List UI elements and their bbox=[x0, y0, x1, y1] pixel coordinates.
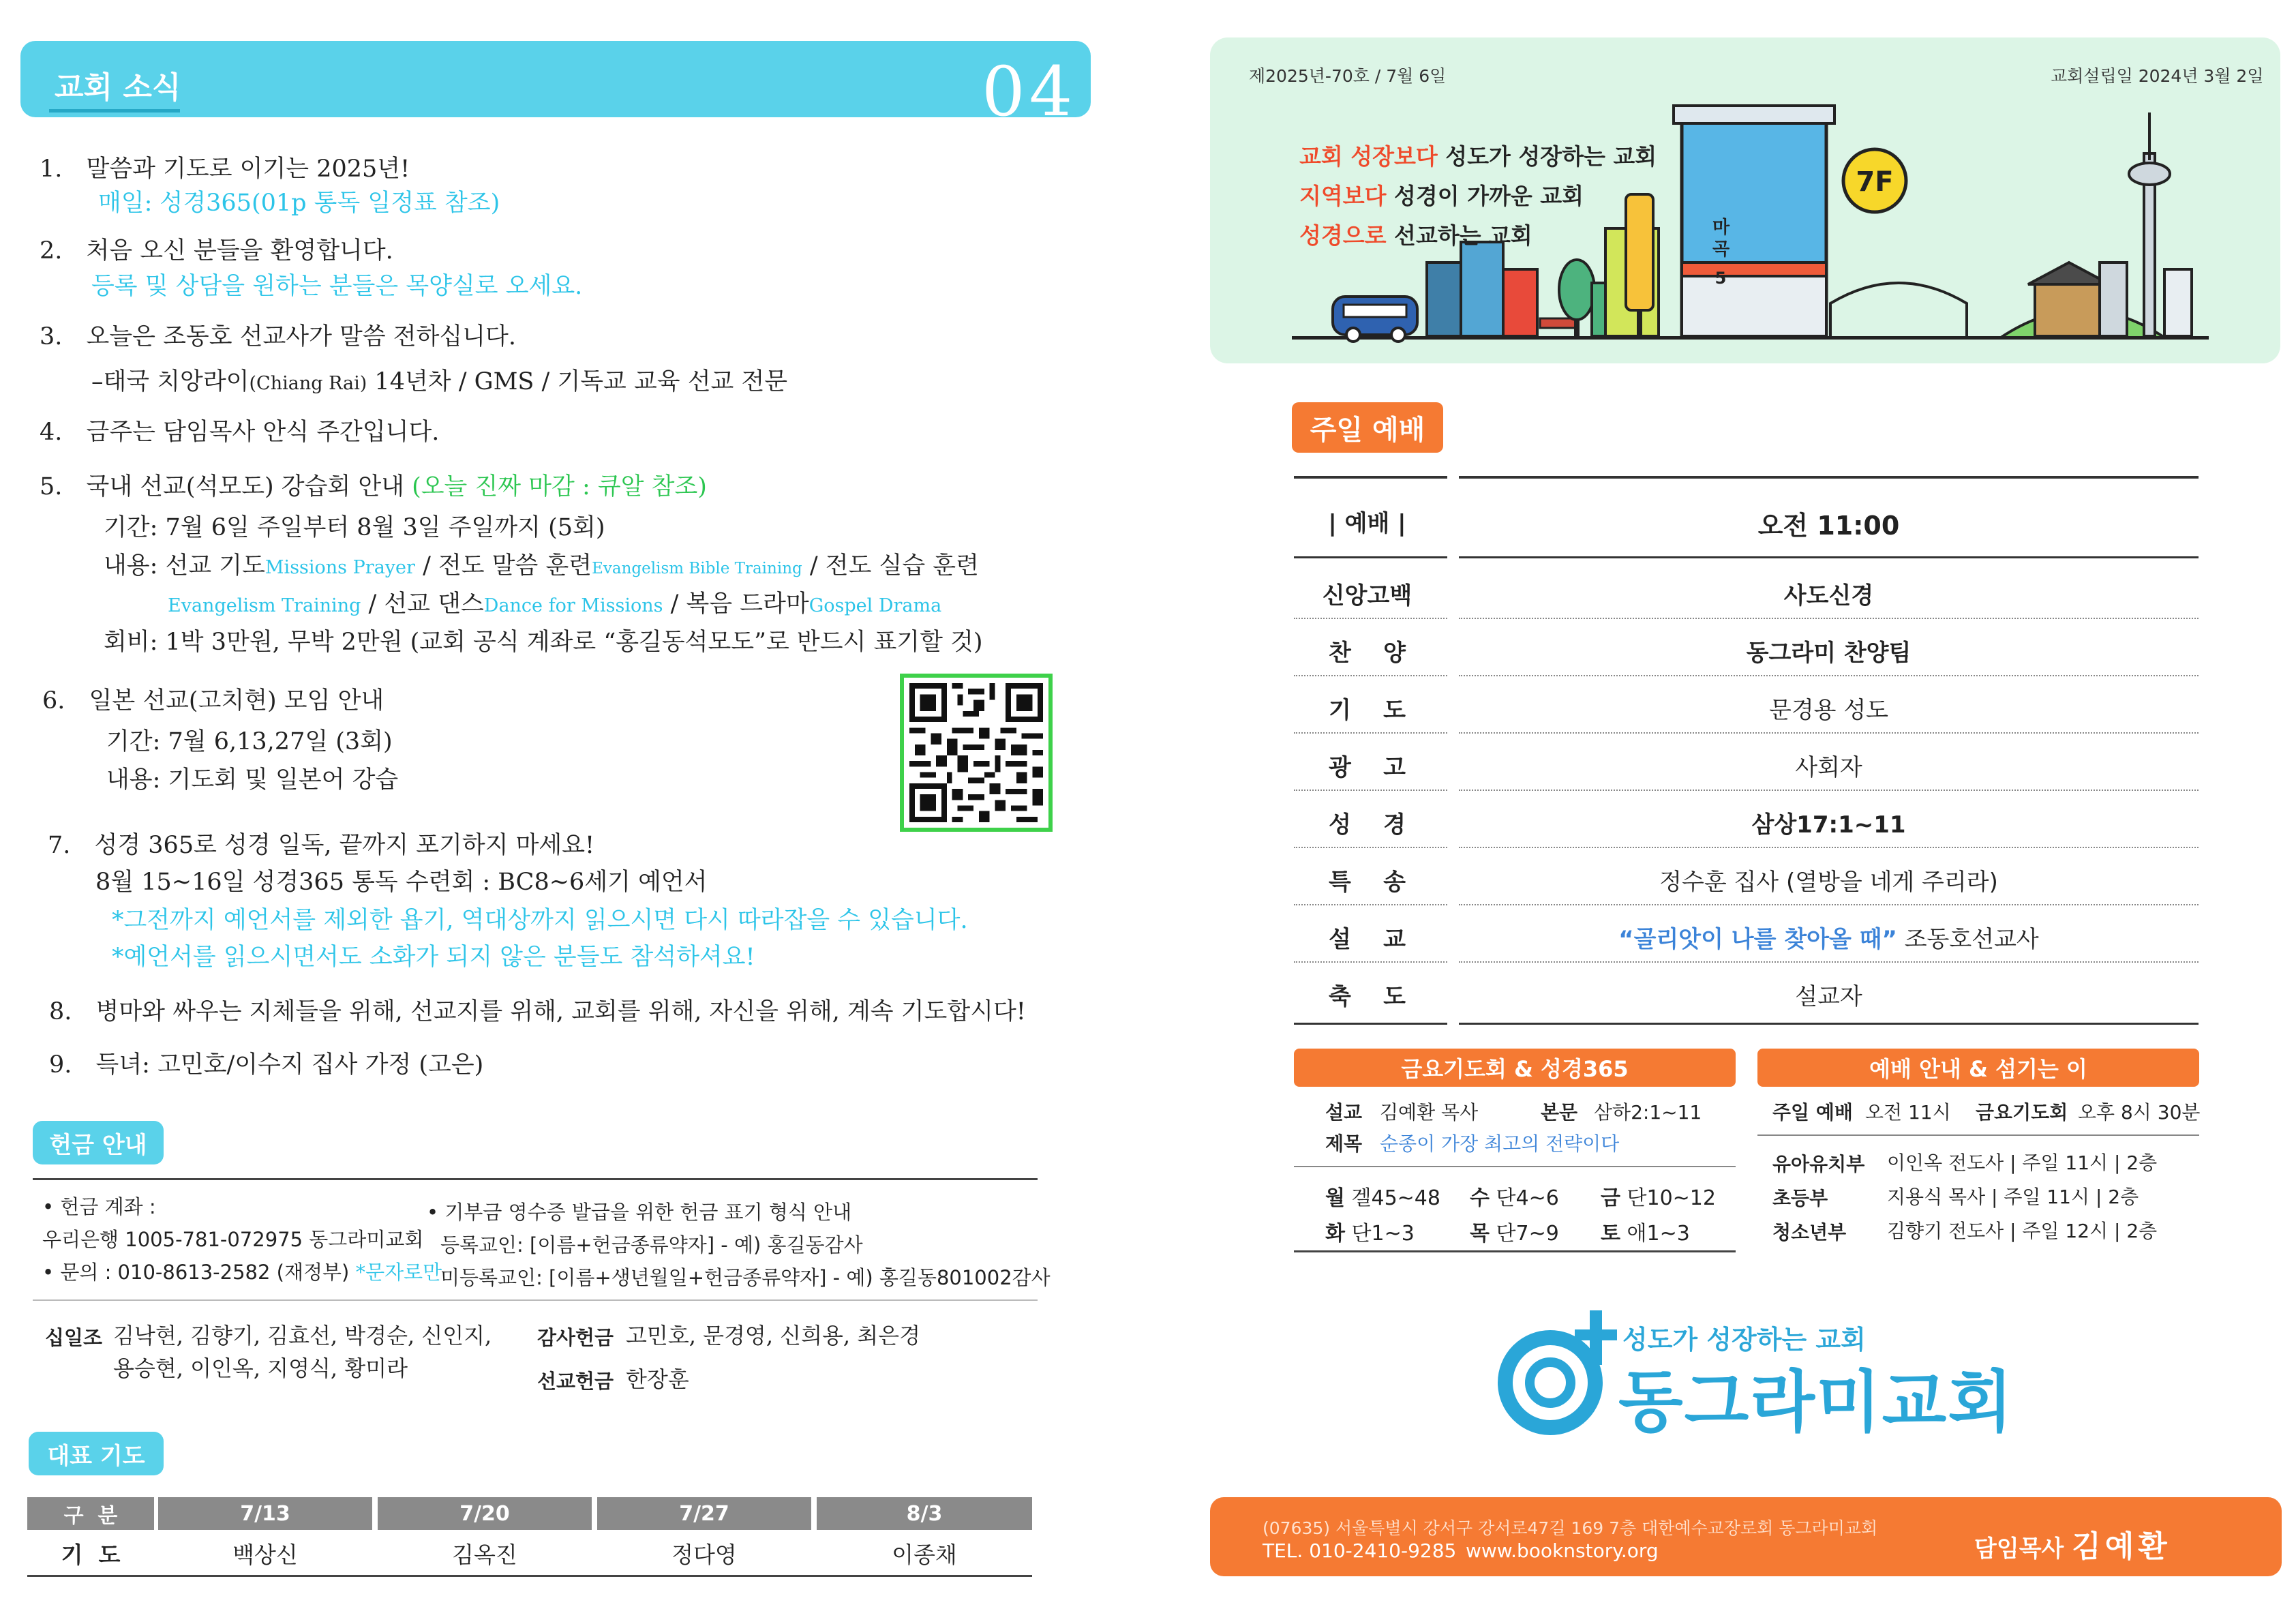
worship-top-rule-left bbox=[1294, 476, 1447, 479]
friday-text-label: 본문 bbox=[1541, 1101, 1578, 1124]
sign-text: 마곡 bbox=[1712, 217, 1730, 260]
slogan-highlight: 성경으로 bbox=[1299, 222, 1387, 249]
friday-preacher-label: 설교 bbox=[1325, 1101, 1363, 1124]
row-separator bbox=[1294, 961, 1447, 963]
friday-subject-label: 제목 bbox=[1325, 1132, 1363, 1155]
footer-pastor bbox=[1974, 1522, 2171, 1565]
qr-code[interactable] bbox=[900, 674, 1053, 832]
friday-rule bbox=[1294, 1166, 1736, 1167]
tithe-names-2: 용승현, 이인옥, 지영식, 황미라 bbox=[113, 1355, 408, 1381]
sermon-value bbox=[1459, 920, 2199, 954]
news-item-8 bbox=[49, 993, 1026, 1027]
order-label: 신앙고백 bbox=[1322, 582, 1413, 610]
bible-note-2: *예언서를 읽으시면서도 소화가 되지 않은 분들도 참석하셔요! bbox=[112, 944, 755, 971]
issue-number: 제2025년-70호 / 7월 6일 bbox=[1249, 66, 1447, 86]
friday-preacher: 김예환 목사 bbox=[1380, 1101, 1479, 1124]
japan-content: 내용: 기도회 및 일본어 강습 bbox=[106, 766, 399, 794]
receipt-title: • 기부금 영수증 발급을 위한 헌금 표기 형식 안내 bbox=[427, 1201, 852, 1224]
news-header-bar bbox=[20, 41, 1091, 117]
service-time: 오전 11:00 bbox=[1757, 511, 1900, 541]
friday-service-label: 금요기도회 bbox=[1976, 1101, 2068, 1124]
item-text: 득녀: 고민호/이수지 집사 가정 (고은) bbox=[95, 1051, 484, 1079]
schedule-text: 단1~3 bbox=[1344, 1222, 1415, 1246]
slogan-text: 성경이 가까운 교회 bbox=[1386, 183, 1584, 209]
qr-code-icon bbox=[909, 683, 1043, 822]
content-en: Evangelism Bible Training bbox=[592, 560, 802, 577]
news-item-1-sub: 매일: 성경365(01p 통독 일정표 참조) bbox=[98, 190, 500, 217]
item-note: (오늘 진짜 마감 : 큐알 참조) bbox=[412, 473, 707, 500]
retreat-period: 기간: 7월 6일 주일부터 8월 3일 주일까지 (5회) bbox=[104, 514, 605, 541]
dept-info: 지용식 목사 | 주일 11시 | 2층 bbox=[1887, 1186, 2139, 1208]
thanks-names: 고민호, 문경영, 신희용, 최은경 bbox=[626, 1323, 920, 1349]
news-item-2-sub: 등록 및 상담을 원하는 분들은 목양실로 오세요. bbox=[91, 273, 583, 300]
schedule-text: 단7~9 bbox=[1489, 1222, 1559, 1246]
dept-name: 청소년부 bbox=[1772, 1221, 1847, 1244]
tithe-names-1: 김낙현, 김향기, 김효선, 박경순, 신인지, bbox=[113, 1323, 492, 1349]
order-label: 찬 양 bbox=[1328, 640, 1406, 667]
news-item-1 bbox=[40, 150, 410, 184]
guide-title: 예배 안내 & 섬기는 이 bbox=[1757, 1049, 2199, 1087]
item-text: 일본 선교(고치현) 모임 안내 bbox=[89, 687, 384, 715]
friday-text: 삼하2:1~11 bbox=[1594, 1101, 1702, 1124]
japan-period: 기간: 7월 6,13,27일 (3회) bbox=[106, 728, 393, 755]
item-text: 금주는 담임목사 안식 주간입니다. bbox=[86, 419, 440, 446]
prayer-date-4: 8/3 bbox=[817, 1497, 1032, 1530]
slogan-2 bbox=[1299, 179, 1584, 211]
row-separator bbox=[1294, 847, 1447, 848]
missionary-detail: 14년차 / GMS / 기독교 교육 선교 전문 bbox=[367, 368, 788, 395]
dept-info: 김향기 전도사 | 주일 12시 | 2층 bbox=[1887, 1220, 2158, 1242]
schedule-thu bbox=[1470, 1216, 1559, 1246]
prayer-name-2: 김옥진 bbox=[452, 1541, 517, 1568]
pastor-name: 김예환 bbox=[2072, 1529, 2171, 1564]
retreat-content-1 bbox=[104, 547, 979, 581]
row-separator bbox=[1294, 732, 1447, 734]
missionary-place-en: (Chiang Rai) bbox=[249, 373, 367, 394]
content-text: / 선교 댄스 bbox=[361, 590, 484, 618]
worship-title: 주일 예배 bbox=[1292, 402, 1443, 453]
offering-title: 헌금 안내 bbox=[33, 1121, 164, 1164]
content-en: Missions Prayer bbox=[265, 557, 415, 578]
news-item-3 bbox=[40, 318, 516, 352]
row-separator bbox=[1459, 732, 2199, 734]
missionary-place: –태국 치앙라이 bbox=[91, 368, 250, 395]
order-value: 설교자 bbox=[1795, 983, 1862, 1010]
schedule-mon bbox=[1325, 1181, 1440, 1211]
contact-note: *문자로만 bbox=[355, 1261, 442, 1284]
row-separator bbox=[1294, 675, 1447, 676]
prayer-name-4: 이종채 bbox=[892, 1541, 957, 1568]
worship-bottom-rule-left bbox=[1294, 1023, 1447, 1025]
schedule-day: 화 bbox=[1325, 1222, 1345, 1246]
slogan-3 bbox=[1299, 218, 1532, 250]
item-text: 병마와 싸우는 지체들을 위해, 선교지를 위해, 교회를 위해, 자신을 위해, 계속 기도합시다! bbox=[95, 998, 1026, 1025]
order-label: 성 경 bbox=[1328, 811, 1406, 839]
dept-name: 유아유치부 bbox=[1772, 1153, 1865, 1175]
page-number: 04 bbox=[982, 52, 1077, 132]
item-number: 3. bbox=[40, 323, 63, 350]
news-item-2 bbox=[40, 232, 393, 266]
friday-bottom-rule bbox=[1294, 1250, 1736, 1252]
prayer-name-1: 백상신 bbox=[232, 1541, 298, 1568]
item-number: 5. bbox=[40, 473, 63, 500]
item-number: 8. bbox=[49, 998, 72, 1025]
church-logo-icon bbox=[1490, 1306, 1620, 1436]
bible-note-1: *그전까지 예언서를 제외한 욥기, 역대상까지 읽으시면 다시 따라잡을 수 있습니다. bbox=[112, 907, 968, 934]
schedule-day: 월 bbox=[1325, 1186, 1345, 1210]
sign-number: 5 bbox=[1715, 269, 1727, 288]
mission-label: 선교헌금 bbox=[537, 1370, 614, 1393]
row-separator bbox=[1459, 961, 2199, 963]
news-item-5 bbox=[40, 468, 707, 502]
row-separator bbox=[1459, 675, 2199, 676]
news-item-4 bbox=[40, 413, 439, 447]
dept-name: 초등부 bbox=[1772, 1187, 1828, 1209]
prayer-name-3: 정다영 bbox=[671, 1541, 737, 1568]
schedule-day: 수 bbox=[1470, 1186, 1490, 1210]
item-number: 7. bbox=[48, 832, 71, 859]
row-separator bbox=[1294, 618, 1447, 619]
sunday-time: 오전 11시 bbox=[1865, 1101, 1951, 1124]
item-text: 처음 오신 분들을 환영합니다. bbox=[86, 237, 393, 265]
sermon-preacher: 조동호선교사 bbox=[1897, 926, 2039, 953]
order-label: 기 도 bbox=[1328, 697, 1406, 724]
schedule-text: 겔45~48 bbox=[1344, 1186, 1440, 1210]
item-number: 6. bbox=[42, 687, 65, 715]
footer-address: (07635) 서울특별시 강서구 강서로47길 169 7층 대한예수교장로회 동그라미교회 bbox=[1263, 1518, 1878, 1538]
item-number: 4. bbox=[40, 419, 63, 446]
schedule-day: 목 bbox=[1470, 1222, 1490, 1246]
schedule-day: 금 bbox=[1601, 1186, 1620, 1210]
row-separator bbox=[1294, 904, 1447, 905]
content-text: / 복음 드라마 bbox=[663, 590, 809, 618]
content-text: / 전도 실습 훈련 bbox=[802, 552, 979, 580]
schedule-text: 단4~6 bbox=[1489, 1186, 1559, 1210]
sunday-label: 주일 예배 bbox=[1772, 1101, 1853, 1124]
slogan-highlight: 교회 성장보다 bbox=[1299, 143, 1438, 170]
offering-contact bbox=[42, 1257, 442, 1285]
row-separator bbox=[1294, 790, 1447, 791]
pastor-label: 담임목사 bbox=[1974, 1535, 2072, 1563]
order-value: 삼상17:1~11 bbox=[1751, 811, 1906, 839]
slogan-1 bbox=[1299, 139, 1657, 171]
offering-top-rule bbox=[33, 1178, 1038, 1180]
content-en: Dance for Missions bbox=[483, 595, 663, 616]
content-en: Gospel Drama bbox=[809, 595, 942, 616]
worship-bottom-rule-right bbox=[1459, 1023, 2199, 1025]
row-separator bbox=[1459, 904, 2199, 905]
schedule-text: 애1~3 bbox=[1620, 1222, 1690, 1246]
sermon-title: “골리앗이 나를 찾아올 때” bbox=[1618, 926, 1897, 953]
footer-website[interactable]: www.booknstory.org bbox=[1466, 1539, 1659, 1562]
thanks-label: 감사헌금 bbox=[537, 1326, 614, 1349]
logo-name: 동그라미교회 bbox=[1618, 1364, 2014, 1441]
item-text: 오늘은 조동호 선교사가 말씀 전하십니다. bbox=[86, 323, 516, 350]
retreat-fee: 회비: 1박 3만원, 무박 2만원 (교회 공식 계좌로 “홍길동석모도”로 반드시 표기할 것) bbox=[104, 629, 983, 656]
service-label: | 예배 | bbox=[1328, 510, 1406, 537]
receipt-registered: 등록교인: [이름+헌금종류약자] - 예) 홍길동감사 bbox=[440, 1233, 863, 1257]
contact-text: • 문의 : 010-8613-2582 (재정부) bbox=[42, 1261, 356, 1284]
news-item-3-sub bbox=[91, 363, 787, 397]
bible-retreat: 8월 15~16일 성경365 통독 수련회 : BC8~6세기 예언서 bbox=[95, 869, 708, 896]
schedule-sat bbox=[1601, 1216, 1690, 1246]
prayer-date-1: 7/13 bbox=[158, 1497, 372, 1530]
row-separator bbox=[1459, 618, 2199, 619]
content-text: 내용: 선교 기도 bbox=[104, 552, 265, 580]
order-value: 동그라미 찬양팀 bbox=[1746, 640, 1912, 667]
news-item-9 bbox=[49, 1046, 483, 1080]
mission-names: 한장훈 bbox=[626, 1366, 689, 1392]
guide-rule bbox=[1757, 1134, 2199, 1136]
content-en: Evangelism Training bbox=[168, 595, 361, 616]
schedule-tue bbox=[1325, 1216, 1415, 1246]
order-value: 사도신경 bbox=[1783, 582, 1874, 610]
offering-mid-rule bbox=[33, 1299, 1038, 1301]
schedule-fri bbox=[1601, 1181, 1716, 1211]
logo-tagline: 성도가 성장하는 교회 bbox=[1622, 1325, 1866, 1355]
news-title-underline bbox=[49, 109, 180, 112]
news-title: 교회 소식 bbox=[55, 70, 181, 105]
prayer-title: 대표 기도 bbox=[29, 1432, 164, 1475]
order-value: 문경용 성도 bbox=[1768, 697, 1889, 724]
item-text: 국내 선교(석모도) 강습회 안내 bbox=[86, 473, 412, 500]
content-text: / 전도 말씀 훈련 bbox=[414, 552, 592, 580]
item-number: 9. bbox=[49, 1051, 72, 1079]
order-value: 사회자 bbox=[1795, 754, 1862, 781]
order-label: 광 고 bbox=[1328, 754, 1406, 781]
prayer-bottom-rule bbox=[27, 1575, 1032, 1577]
schedule-day: 토 bbox=[1601, 1222, 1620, 1246]
slogan-text: 성도가 성장하는 교회 bbox=[1437, 143, 1657, 170]
order-label: 축 도 bbox=[1328, 983, 1406, 1010]
news-item-7 bbox=[48, 826, 594, 860]
receipt-unregistered: 미등록교인: [이름+생년월일+헌금종류약자] - 예) 홍길동801002감사 bbox=[440, 1266, 1051, 1289]
prayer-date-2: 7/20 bbox=[378, 1497, 592, 1530]
offering-account: 우리은행 1005-781-072975 동그라미교회 bbox=[42, 1228, 424, 1251]
prayer-date-3: 7/27 bbox=[597, 1497, 811, 1530]
item-number: 2. bbox=[40, 237, 63, 265]
slogan-text: 선교하는 교회 bbox=[1386, 222, 1532, 249]
dept-info: 이인옥 전도사 | 주일 11시 | 2층 bbox=[1887, 1152, 2158, 1174]
news-item-6 bbox=[42, 682, 384, 716]
footer-tel: TEL. 010-2410-9285 bbox=[1263, 1539, 1457, 1562]
schedule-wed bbox=[1470, 1181, 1559, 1211]
row-separator bbox=[1459, 847, 2199, 848]
item-text: 말씀과 기도로 이기는 2025년! bbox=[86, 155, 410, 183]
row-separator bbox=[1459, 790, 2199, 791]
order-value: 정수훈 집사 (열방을 네게 주리라) bbox=[1659, 869, 1998, 896]
schedule-text: 단10~12 bbox=[1620, 1186, 1716, 1210]
floor-badge: 7F bbox=[1856, 166, 1894, 198]
friday-title: 금요기도회 & 성경365 bbox=[1294, 1049, 1736, 1087]
offering-account-label: • 헌금 계좌 : bbox=[42, 1195, 156, 1218]
item-number: 1. bbox=[40, 155, 63, 183]
retreat-content-2 bbox=[168, 585, 941, 619]
worship-mid-rule-right bbox=[1459, 556, 2199, 558]
founded-date: 교회설립일 2024년 3월 2일 bbox=[2051, 66, 2264, 86]
friday-service-time: 오후 8시 30분 bbox=[2078, 1101, 2201, 1124]
order-label: 특 송 bbox=[1328, 869, 1406, 896]
friday-subject: 순종이 가장 최고의 전략이다 bbox=[1380, 1132, 1620, 1155]
tithe-label: 십일조 bbox=[45, 1326, 103, 1349]
worship-mid-rule-left bbox=[1294, 556, 1447, 558]
slogan-highlight: 지역보다 bbox=[1299, 183, 1387, 209]
worship-top-rule-right bbox=[1459, 476, 2199, 479]
prayer-row-label: 기 도 bbox=[61, 1541, 121, 1568]
order-label: 설 교 bbox=[1328, 926, 1406, 953]
item-text: 성경 365로 성경 일독, 끝까지 포기하지 마세요! bbox=[94, 832, 595, 859]
prayer-head-label: 구 분 bbox=[27, 1497, 154, 1530]
